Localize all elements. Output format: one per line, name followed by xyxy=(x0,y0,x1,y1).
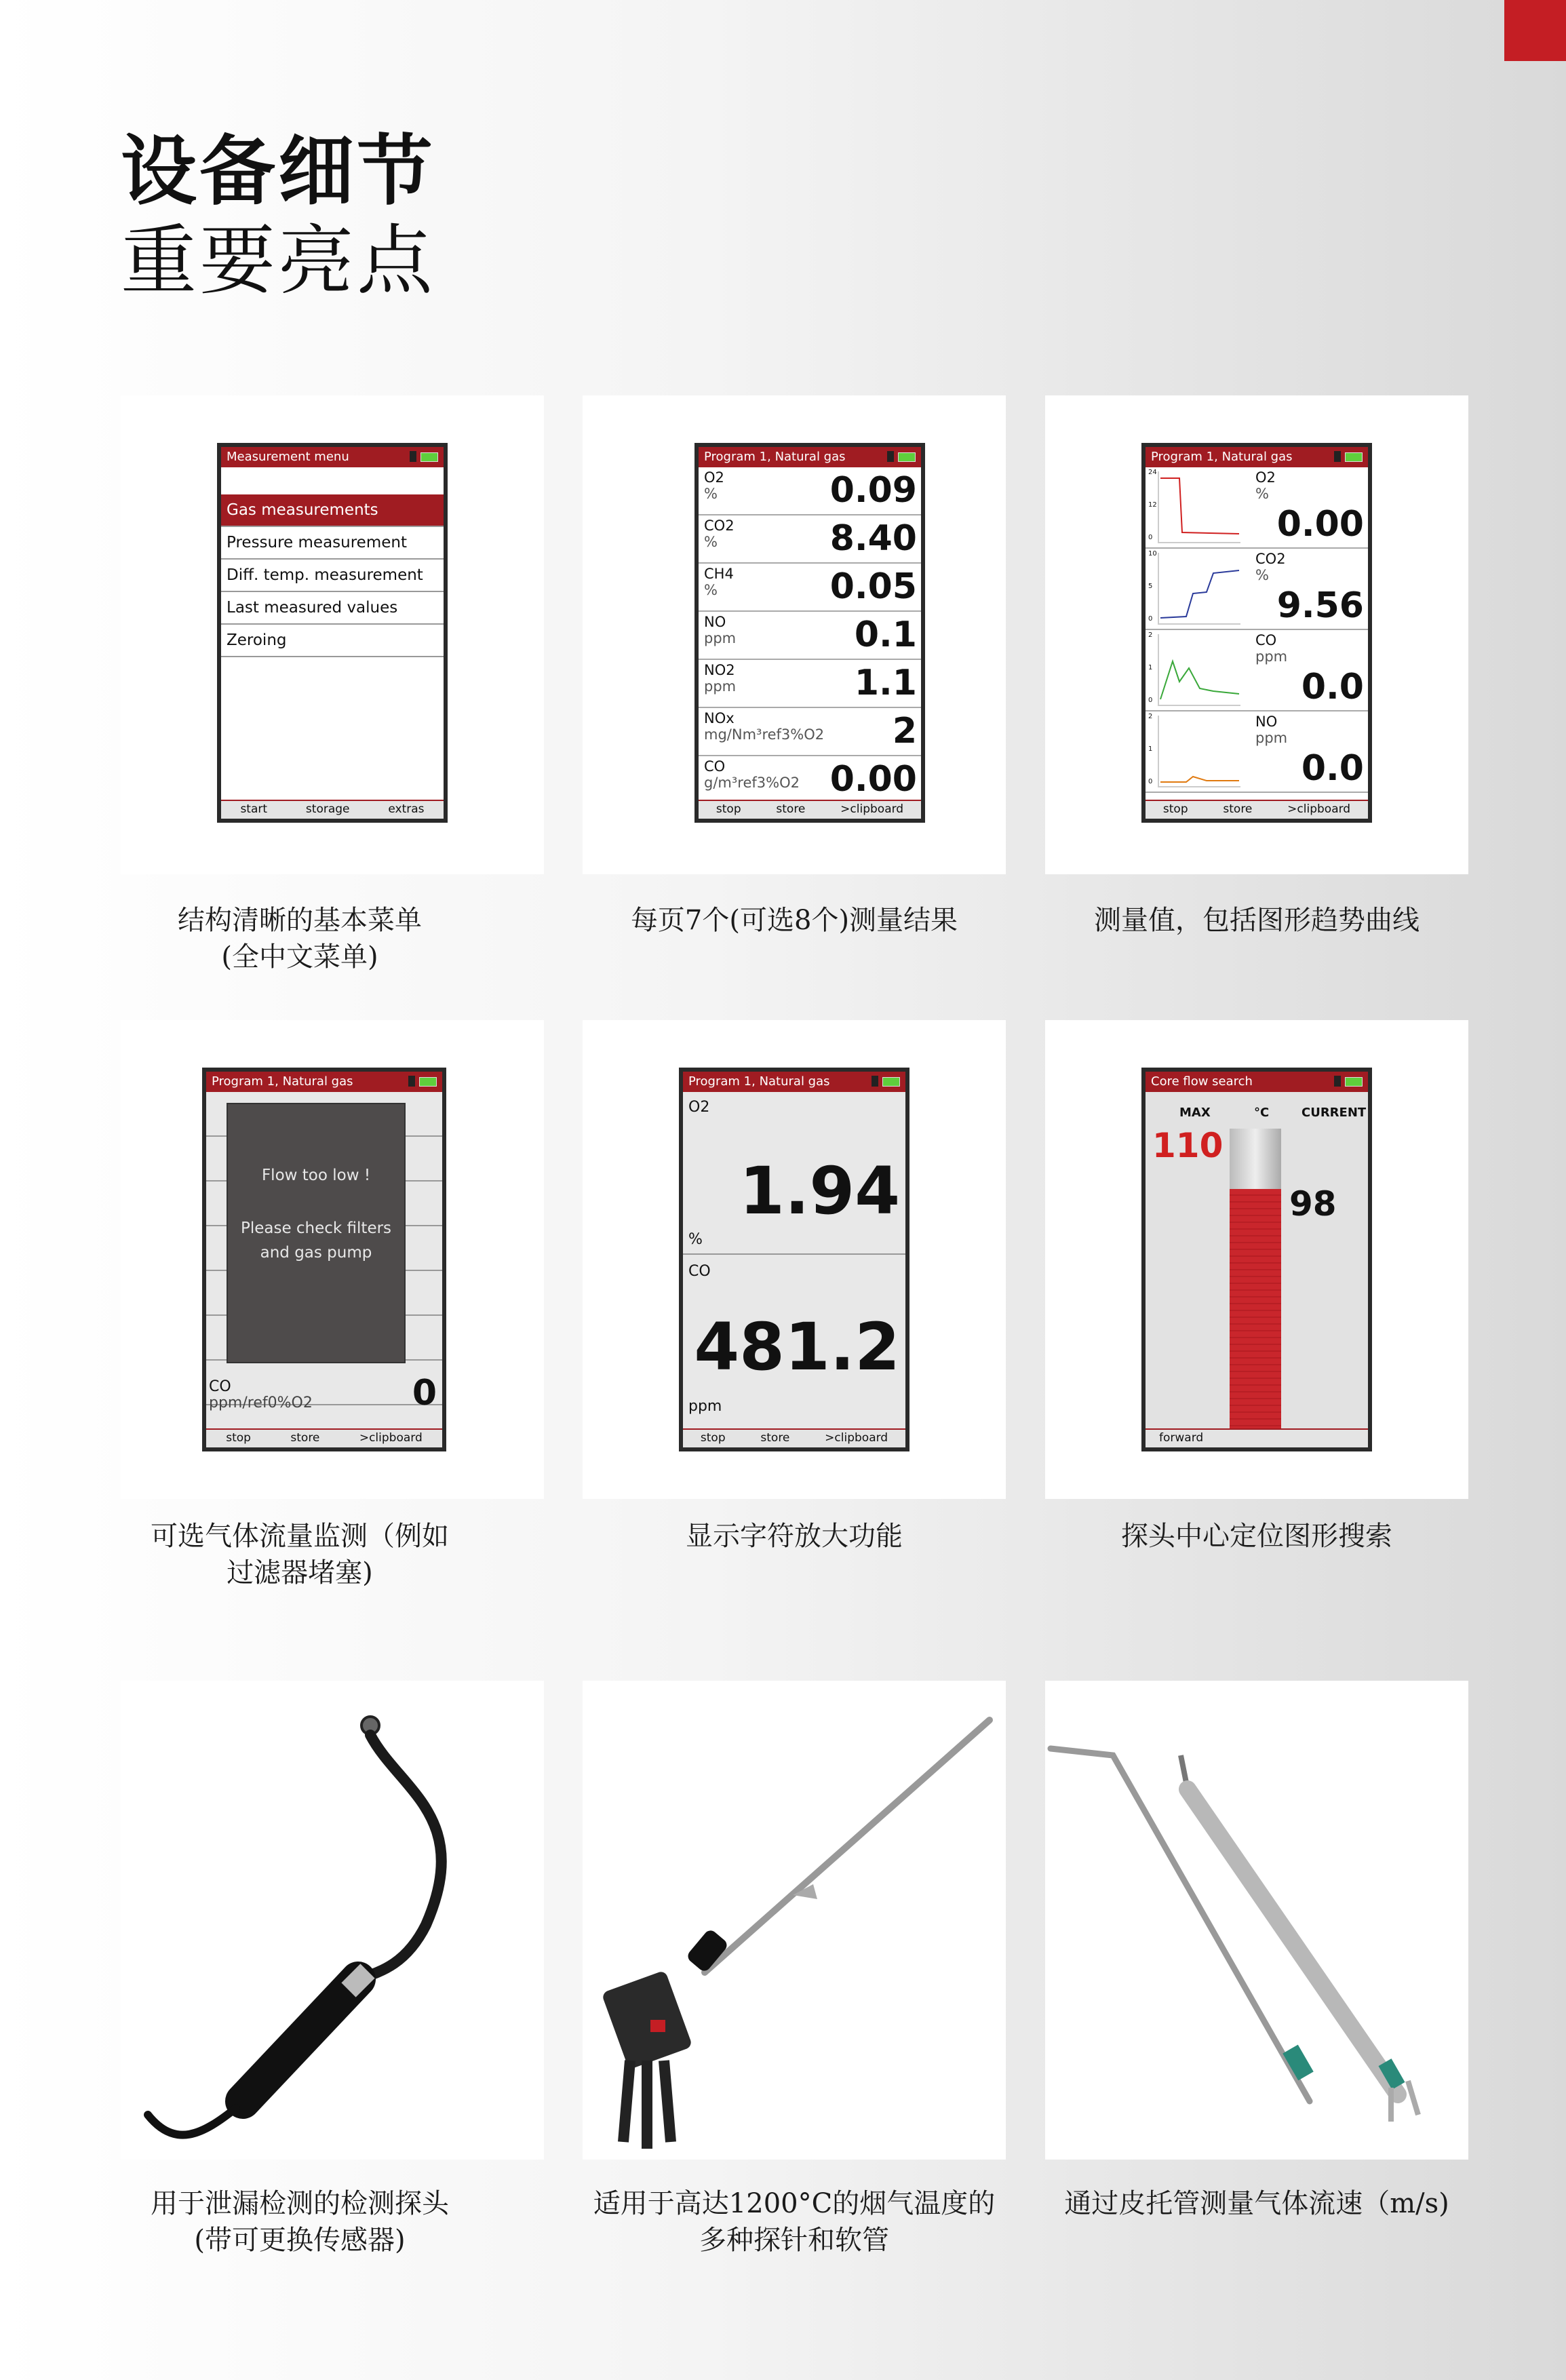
value-row xyxy=(699,708,921,756)
softkey-extras[interactable]: extras xyxy=(388,802,425,816)
device-screen-zoom xyxy=(679,1068,909,1451)
status-bar: Program 1, Natural gas xyxy=(699,447,921,467)
value-unit: % xyxy=(704,486,718,502)
value-unit: mg/Nm³ref3%O2 xyxy=(704,726,825,743)
value-number: 0.05 xyxy=(829,566,917,607)
value-row xyxy=(699,660,921,708)
softkey-store[interactable]: store xyxy=(760,1431,790,1445)
softkey-storage[interactable]: storage xyxy=(305,802,350,816)
max-label: MAX xyxy=(1179,1106,1211,1120)
value-unit: g/m³ref3%O2 xyxy=(704,775,800,791)
softkey-bar xyxy=(1146,1428,1368,1447)
menu-item-pressure[interactable]: Pressure measurement xyxy=(221,527,444,560)
status-bar: Measurement menu xyxy=(221,447,444,467)
value-name: CO2 xyxy=(704,518,735,534)
menu-item-difftemp[interactable]: Diff. temp. measurement xyxy=(221,560,444,592)
trend-row xyxy=(1146,549,1368,630)
current-label: CURRENT xyxy=(1301,1106,1367,1120)
zoom-row-o2: O2 1.94 % xyxy=(683,1092,905,1255)
softkey-stop[interactable]: stop xyxy=(1162,802,1188,816)
page-subtitle: 重要亮点 xyxy=(121,217,435,305)
trend-unit: ppm xyxy=(1255,730,1288,746)
value-name: CO xyxy=(704,758,726,775)
caption-1: 结构清晰的基本菜单 (全中文菜单) xyxy=(178,905,422,973)
trend-value: 0.00 xyxy=(1276,504,1364,545)
warning-line: and gas pump xyxy=(260,1244,372,1262)
softkey-store[interactable]: store xyxy=(290,1431,320,1445)
value-number: 2 xyxy=(892,711,917,752)
softkey-bar xyxy=(699,800,921,819)
softkey-stop[interactable]: stop xyxy=(226,1431,251,1445)
device-screen-menu xyxy=(217,443,448,823)
softkey-bar xyxy=(206,1428,442,1447)
battery-icon xyxy=(1345,1077,1363,1087)
value-name: NO2 xyxy=(704,662,735,678)
status-bar: Program 1, Natural gas xyxy=(1146,447,1368,467)
value-unit: % xyxy=(704,534,718,550)
softkey-clipboard[interactable]: >clipboard xyxy=(359,1431,423,1445)
value-unit: % xyxy=(704,582,718,598)
gas-probe-image xyxy=(583,1681,1006,2160)
value-row xyxy=(699,467,921,515)
trend-row xyxy=(1146,630,1368,711)
softkey-clipboard[interactable]: >clipboard xyxy=(840,802,904,816)
menu-item-gas[interactable]: Gas measurements xyxy=(221,494,444,527)
trend-name: CO2 xyxy=(1255,551,1286,567)
device-screen-trend xyxy=(1141,443,1372,823)
device-screen-flow xyxy=(202,1068,446,1451)
unit-label: °C xyxy=(1254,1106,1270,1120)
card-core-search xyxy=(1045,1020,1468,1499)
trend-plot: 2 1 0 xyxy=(1158,634,1240,706)
trend-name: NO xyxy=(1255,714,1278,730)
value-name: NO xyxy=(704,614,726,630)
menu-item-last[interactable]: Last measured values xyxy=(221,592,444,625)
trend-value: 0.0 xyxy=(1301,667,1364,707)
card-flow xyxy=(121,1020,544,1499)
softkey-clipboard[interactable]: >clipboard xyxy=(825,1431,888,1445)
device-screen-core xyxy=(1141,1068,1372,1451)
warning-line: Please check filters xyxy=(240,1220,392,1237)
value-number: 0.09 xyxy=(829,470,917,511)
temperature-gauge xyxy=(1230,1129,1281,1431)
caption-6: 探头中心定位图形搜索 xyxy=(1121,1521,1392,1552)
value-number: 1.1 xyxy=(854,663,917,703)
menu-item-zeroing[interactable]: Zeroing xyxy=(221,625,444,657)
caption-4: 可选气体流量监测（例如 过滤器堵塞) xyxy=(151,1521,449,1588)
value-row xyxy=(699,612,921,660)
gauge-fill xyxy=(1230,1189,1281,1431)
row-value-co: 0 xyxy=(412,1373,437,1413)
value-name: O2 xyxy=(704,469,724,486)
card-values xyxy=(583,395,1006,874)
caption-9: 通过皮托管测量气体流速（m/s) xyxy=(1064,2188,1449,2219)
card-trend xyxy=(1045,395,1468,874)
battery-icon xyxy=(1345,452,1363,462)
plug-icon xyxy=(408,1076,415,1087)
plug-icon xyxy=(887,451,894,462)
caption-3: 测量值，包括图形趋势曲线 xyxy=(1094,905,1420,936)
softkey-store[interactable]: store xyxy=(776,802,806,816)
status-bar: Program 1, Natural gas xyxy=(683,1072,905,1092)
value-unit: ppm xyxy=(704,678,737,695)
value-number: 0.00 xyxy=(829,759,917,800)
card-menu xyxy=(121,395,544,874)
device-screen-values xyxy=(694,443,925,823)
trend-row xyxy=(1146,711,1368,793)
softkey-clipboard[interactable]: >clipboard xyxy=(1287,802,1351,816)
row-unit-co: ppm/ref0%O2 xyxy=(209,1394,313,1411)
caption-5: 显示字符放大功能 xyxy=(686,1521,903,1552)
softkey-stop[interactable]: stop xyxy=(716,802,741,816)
trend-plot: 10 5 0 xyxy=(1158,553,1240,625)
card-pitot xyxy=(1045,1681,1468,2160)
trend-plot: 2 1 0 xyxy=(1158,716,1240,787)
plug-icon xyxy=(1334,451,1341,462)
softkey-store[interactable]: store xyxy=(1223,802,1253,816)
battery-icon xyxy=(420,452,438,462)
flow-warning-popup xyxy=(227,1103,406,1363)
row-label-co: CO xyxy=(209,1378,231,1395)
trend-unit: ppm xyxy=(1255,648,1288,665)
value-row xyxy=(699,564,921,612)
battery-icon xyxy=(882,1077,900,1087)
plug-icon xyxy=(410,451,416,462)
value-number: 0.1 xyxy=(854,614,917,655)
value-unit: ppm xyxy=(704,630,737,646)
trend-name: CO xyxy=(1255,632,1277,648)
trend-unit: % xyxy=(1255,567,1269,583)
softkey-bar xyxy=(683,1428,905,1447)
softkey-bar xyxy=(1146,800,1368,819)
status-bar: Program 1, Natural gas xyxy=(206,1072,442,1092)
current-value: 98 xyxy=(1289,1184,1337,1224)
trend-unit: % xyxy=(1255,486,1269,502)
trend-plot: 24 12 0 xyxy=(1158,471,1240,543)
card-zoom xyxy=(583,1020,1006,1499)
pitot-tube-image xyxy=(1045,1681,1468,2160)
trend-name: O2 xyxy=(1255,469,1276,486)
leak-probe-image xyxy=(121,1681,544,2160)
softkey-forward[interactable]: forward xyxy=(1159,1431,1204,1445)
warning-title: Flow too low ! xyxy=(261,1167,371,1184)
value-name: CH4 xyxy=(704,566,734,582)
trend-row xyxy=(1146,467,1368,549)
value-row xyxy=(699,515,921,564)
card-leak-probe xyxy=(121,1681,544,2160)
value-row xyxy=(699,756,921,804)
battery-icon xyxy=(898,452,916,462)
caption-2: 每页7个(可选8个)测量结果 xyxy=(630,905,958,936)
value-number: 8.40 xyxy=(829,518,917,559)
battery-icon xyxy=(419,1077,437,1087)
caption-7: 用于泄漏检测的检测探头 (带可更换传感器) xyxy=(151,2188,449,2256)
trend-value: 9.56 xyxy=(1276,585,1364,626)
corner-accent xyxy=(1504,0,1566,61)
softkey-bar xyxy=(221,800,444,819)
card-gas-probe xyxy=(583,1681,1006,2160)
caption-8: 适用于高达1200°C的烟气温度的 多种探针和软管 xyxy=(593,2188,996,2256)
plug-icon xyxy=(872,1076,878,1087)
page-title: 设备细节 xyxy=(121,128,435,216)
softkey-stop[interactable]: stop xyxy=(700,1431,726,1445)
max-value: 110 xyxy=(1152,1126,1224,1165)
value-name: NOx xyxy=(704,710,735,726)
zoom-row-co: CO 481.2 ppm xyxy=(688,1263,900,1415)
trend-value: 0.0 xyxy=(1301,748,1364,789)
status-bar: Core flow search xyxy=(1146,1072,1368,1092)
softkey-start[interactable]: start xyxy=(240,802,268,816)
plug-icon xyxy=(1334,1076,1341,1087)
